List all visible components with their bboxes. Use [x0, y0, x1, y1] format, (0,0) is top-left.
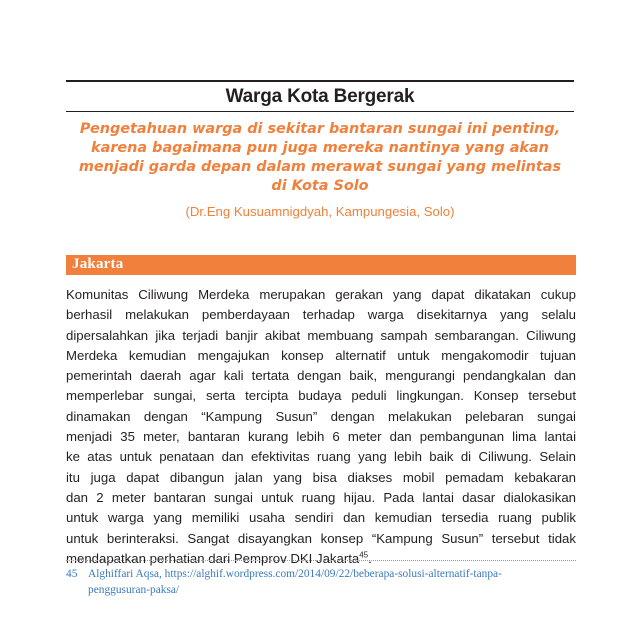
paragraph-line: pemerintah daerah agar kali tertata dengan baik, mengurangi pendangkalan dan	[66, 368, 576, 384]
paragraph-line: untuk berinteraksi. Sangat disayangkan konsep “Kampung Susun” tersebut tidak	[66, 530, 576, 546]
footnote-text-line2[interactable]: penggusuran-paksa/	[88, 584, 180, 596]
top-rule	[66, 80, 574, 82]
pull-quote	[60, 120, 580, 196]
body-paragraph	[66, 285, 576, 569]
footnote-number: 45	[66, 568, 78, 580]
pull-quote-line: menjadi garda depan dalam merawat sungai yang melintas	[78, 159, 562, 175]
quote-citation: (Dr.Eng Kusuamnigdyah, Kampungesia, Solo)	[185, 204, 455, 219]
paragraph-line: itu juga dapat dibangun jalan yang bisa diakses mobil pemadam kebakaran	[66, 469, 576, 485]
paragraph-line: memperlebar sungai, serta tercipta budaya peduli lingkungan. Konsep tersebut	[66, 388, 576, 404]
pull-quote-line: karena bagaimana pun juga mereka nantinya yang akan	[91, 140, 549, 156]
paragraph-line: menjadi 35 meter, bantaran kurang lebih 6 meter dan pembangunan lima lantai	[66, 429, 576, 445]
footnote-text-line1[interactable]: Alghiffari Aqsa, https://alghif.wordpress.com/2014/09/22/beberapa-solusi-alternatif-tanpa-	[88, 568, 502, 580]
paragraph-line: dinamakan dengan “Kampung Susun” dengan melakukan pelebaran sungai	[66, 408, 576, 424]
paragraph-line: ke atas untuk penataan dan efektivitas ruang yang lebih baik di Ciliwung. Selain	[66, 449, 576, 465]
sentence-end: .	[368, 550, 372, 566]
footnote	[66, 566, 578, 598]
pull-quote-line: di Kota Solo	[271, 178, 369, 194]
section-heading: Jakarta	[72, 256, 124, 272]
footnote-reference[interactable]: 45	[359, 550, 369, 560]
paragraph-line: dan 2 meter bantaran sungai untuk ruang hijau. Pada lantai dasar dialokasikan	[66, 489, 576, 505]
paragraph-line: berhasil melakukan pemberdayaan terhadap warga disekitarnya yang selalu	[66, 307, 576, 323]
footnote-divider	[66, 560, 576, 561]
section-header-bar	[66, 255, 576, 275]
paragraph-line: Merdeka kemudian mengajukan konsep alternatif untuk mengakomodir tujuan	[66, 347, 576, 363]
pull-quote-line: Pengetahuan warga di sekitar bantaran sungai ini penting,	[79, 121, 561, 137]
page-title: Warga Kota Bergerak	[225, 86, 415, 107]
last-line-text: mendapatkan perhatian dari Pemprov DKI Jakarta	[66, 550, 360, 566]
title-rule	[66, 111, 574, 112]
paragraph-line: untuk warga yang memiliki usaha sendiri dan kemudian tersedia ruang publik	[66, 510, 576, 526]
paragraph-line: dipersalahkan jika terjadi banjir akibat membuang sampah sembarangan. Ciliwung	[66, 327, 576, 343]
paragraph-line: Komunitas Ciliwung Merdeka merupakan gerakan yang dapat dikatakan cukup	[66, 287, 576, 302]
